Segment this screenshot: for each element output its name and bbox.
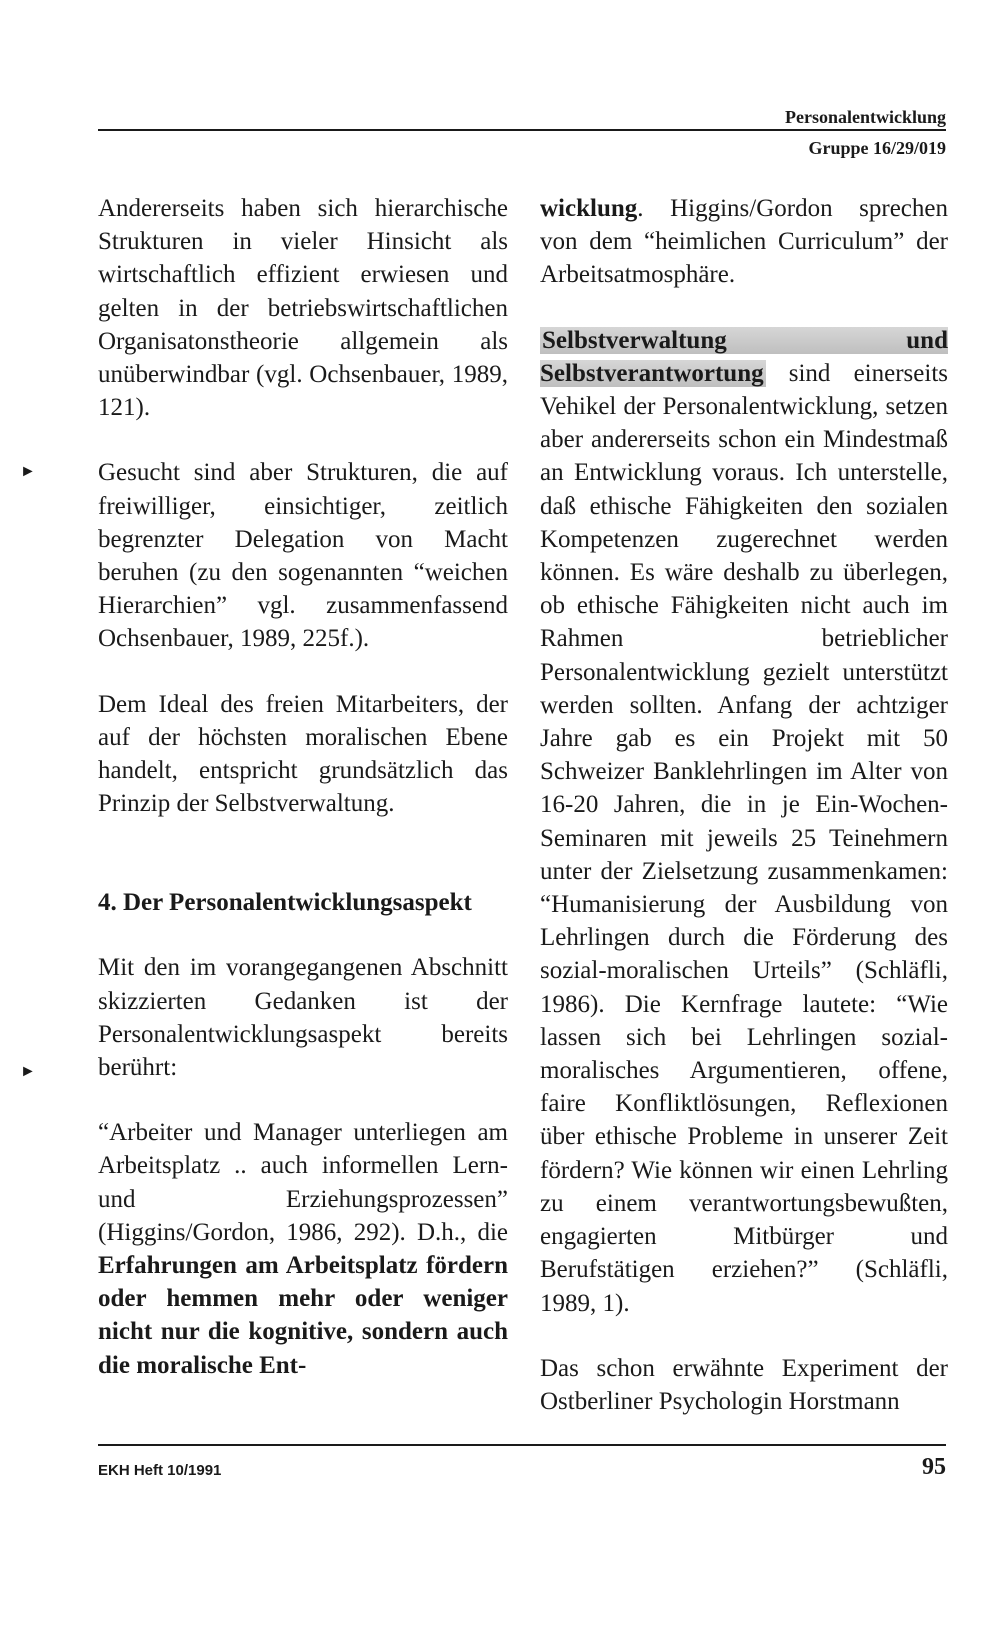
page-number: 95 [922, 1454, 946, 1480]
paragraph-hierarchies: Andererseits haben sich hierarchische Strukturen in vieler Hinsicht als wirtschaftlich effizient erwiesen und gelten in der betriebswirtschaftlichen Organisatonstheorie allgemein als unüberwindbar (vgl. Ochsenbauer, 1989, 121). [98, 195, 508, 422]
running-header-group: Gruppe 16/29/019 [808, 138, 946, 158]
quote-emphasis: Erfahrungen am Arbeitsplatz fördern oder hemmen mehr oder weniger nicht nur die kognitive, sondern auch die moralische Ent- [98, 1252, 508, 1379]
paragraph-ideal: Dem Ideal des freien Mitarbeiters, der auf der höchsten moralischen Ebene handelt, entspricht grundsätzlich das Prinzip der Selbstverwaltung. [98, 690, 508, 818]
selfadministration-text: sind einerseits Vehikel der Personalentwicklung, setzen aber andererseits schon ein Mindestmaß an Entwicklung voraus. Ich unterstelle, daß ethische Fähigkeiten den sozialen Kompetenzen zugerechnet werden können. Es wäre deshalb zu überlegen, ob ethische Fähigkeiten nicht auch im Rahmen betrieblicher Personalentwicklung gezielt unterstützt werden sollten. Anfang der achtziger Jahre gab es ein Projekt mit 50 Schweizer Banklehrlingen im Alter von 16-20 Jahren, die in je Ein-Wochen-Seminaren mit jeweils 25 Teinehmern unter der Zielsetzung zusammenkamen: “Humanisierung der Ausbildung von Lehrlingen durch die Förderung des sozial-moralischen Urteils” (Schläfli, 1986). Die Kernfrage lautete: “Wie lassen sich bei Lehrlingen sozial-moralisches Argumentieren, offene, faire Konfliktlösungen, Reflexionen über ethische Probleme in unserer Zeit fördern? Wie können wir einen Lehrling zu einem verantwortungsbewußten, engagierten Mitbürger und Berufstätigen erziehen?” (Schläfli, 1989, 1). [540, 359, 948, 1317]
paragraph-aspect: Mit den im vorangegangenen Abschnitt skizzierten Gedanken ist der Personalentwicklungsaspekt bereits berührt: [98, 954, 508, 1082]
highlighted-term: Selbstverwaltung und Selbstverantwortung [540, 326, 948, 387]
right-column [540, 192, 948, 1418]
footer-journal: EKH Heft 10/1991 [98, 1462, 222, 1479]
margin-arrow-icon: ► [20, 1063, 36, 1080]
paragraph-quote [98, 1116, 508, 1382]
running-header-title: Personalentwicklung [784, 107, 946, 127]
paragraph-selfadministration [540, 324, 948, 1320]
paragraph-continuation [540, 192, 948, 292]
left-column [98, 192, 508, 1382]
margin-arrow-icon: ► [20, 463, 36, 480]
paragraph-experiment: Das schon erwähnte Experiment der Ostberliner Psychologin Horstmann [540, 1354, 948, 1415]
continuation-bold: wicklung [540, 195, 638, 222]
header-rule [98, 129, 946, 131]
footer-rule [98, 1444, 946, 1446]
paragraph-structures: Gesucht sind aber Strukturen, die auf freiwilliger, einsichtiger, zeitlich begrenzter Delegation von Macht beruhen (zu den sogenannten “weichen Hierarchien” vgl. zusammenfassend Ochsenbauer, 1989, 225f.). [98, 459, 508, 653]
quote-text: “Arbeiter und Manager unterliegen am Arbeitsplatz .. auch informellen Lern- und Erziehungsprozessen” (Higgins/Gordon, 1986, 292). D.h., die [98, 1119, 508, 1246]
section-heading: 4. Der Personalentwicklungsaspekt [98, 889, 472, 917]
continuation-text: . Higgins/Gordon sprechen von dem “heimlichen Curriculum” der Arbeitsatmosphäre. [540, 195, 948, 289]
